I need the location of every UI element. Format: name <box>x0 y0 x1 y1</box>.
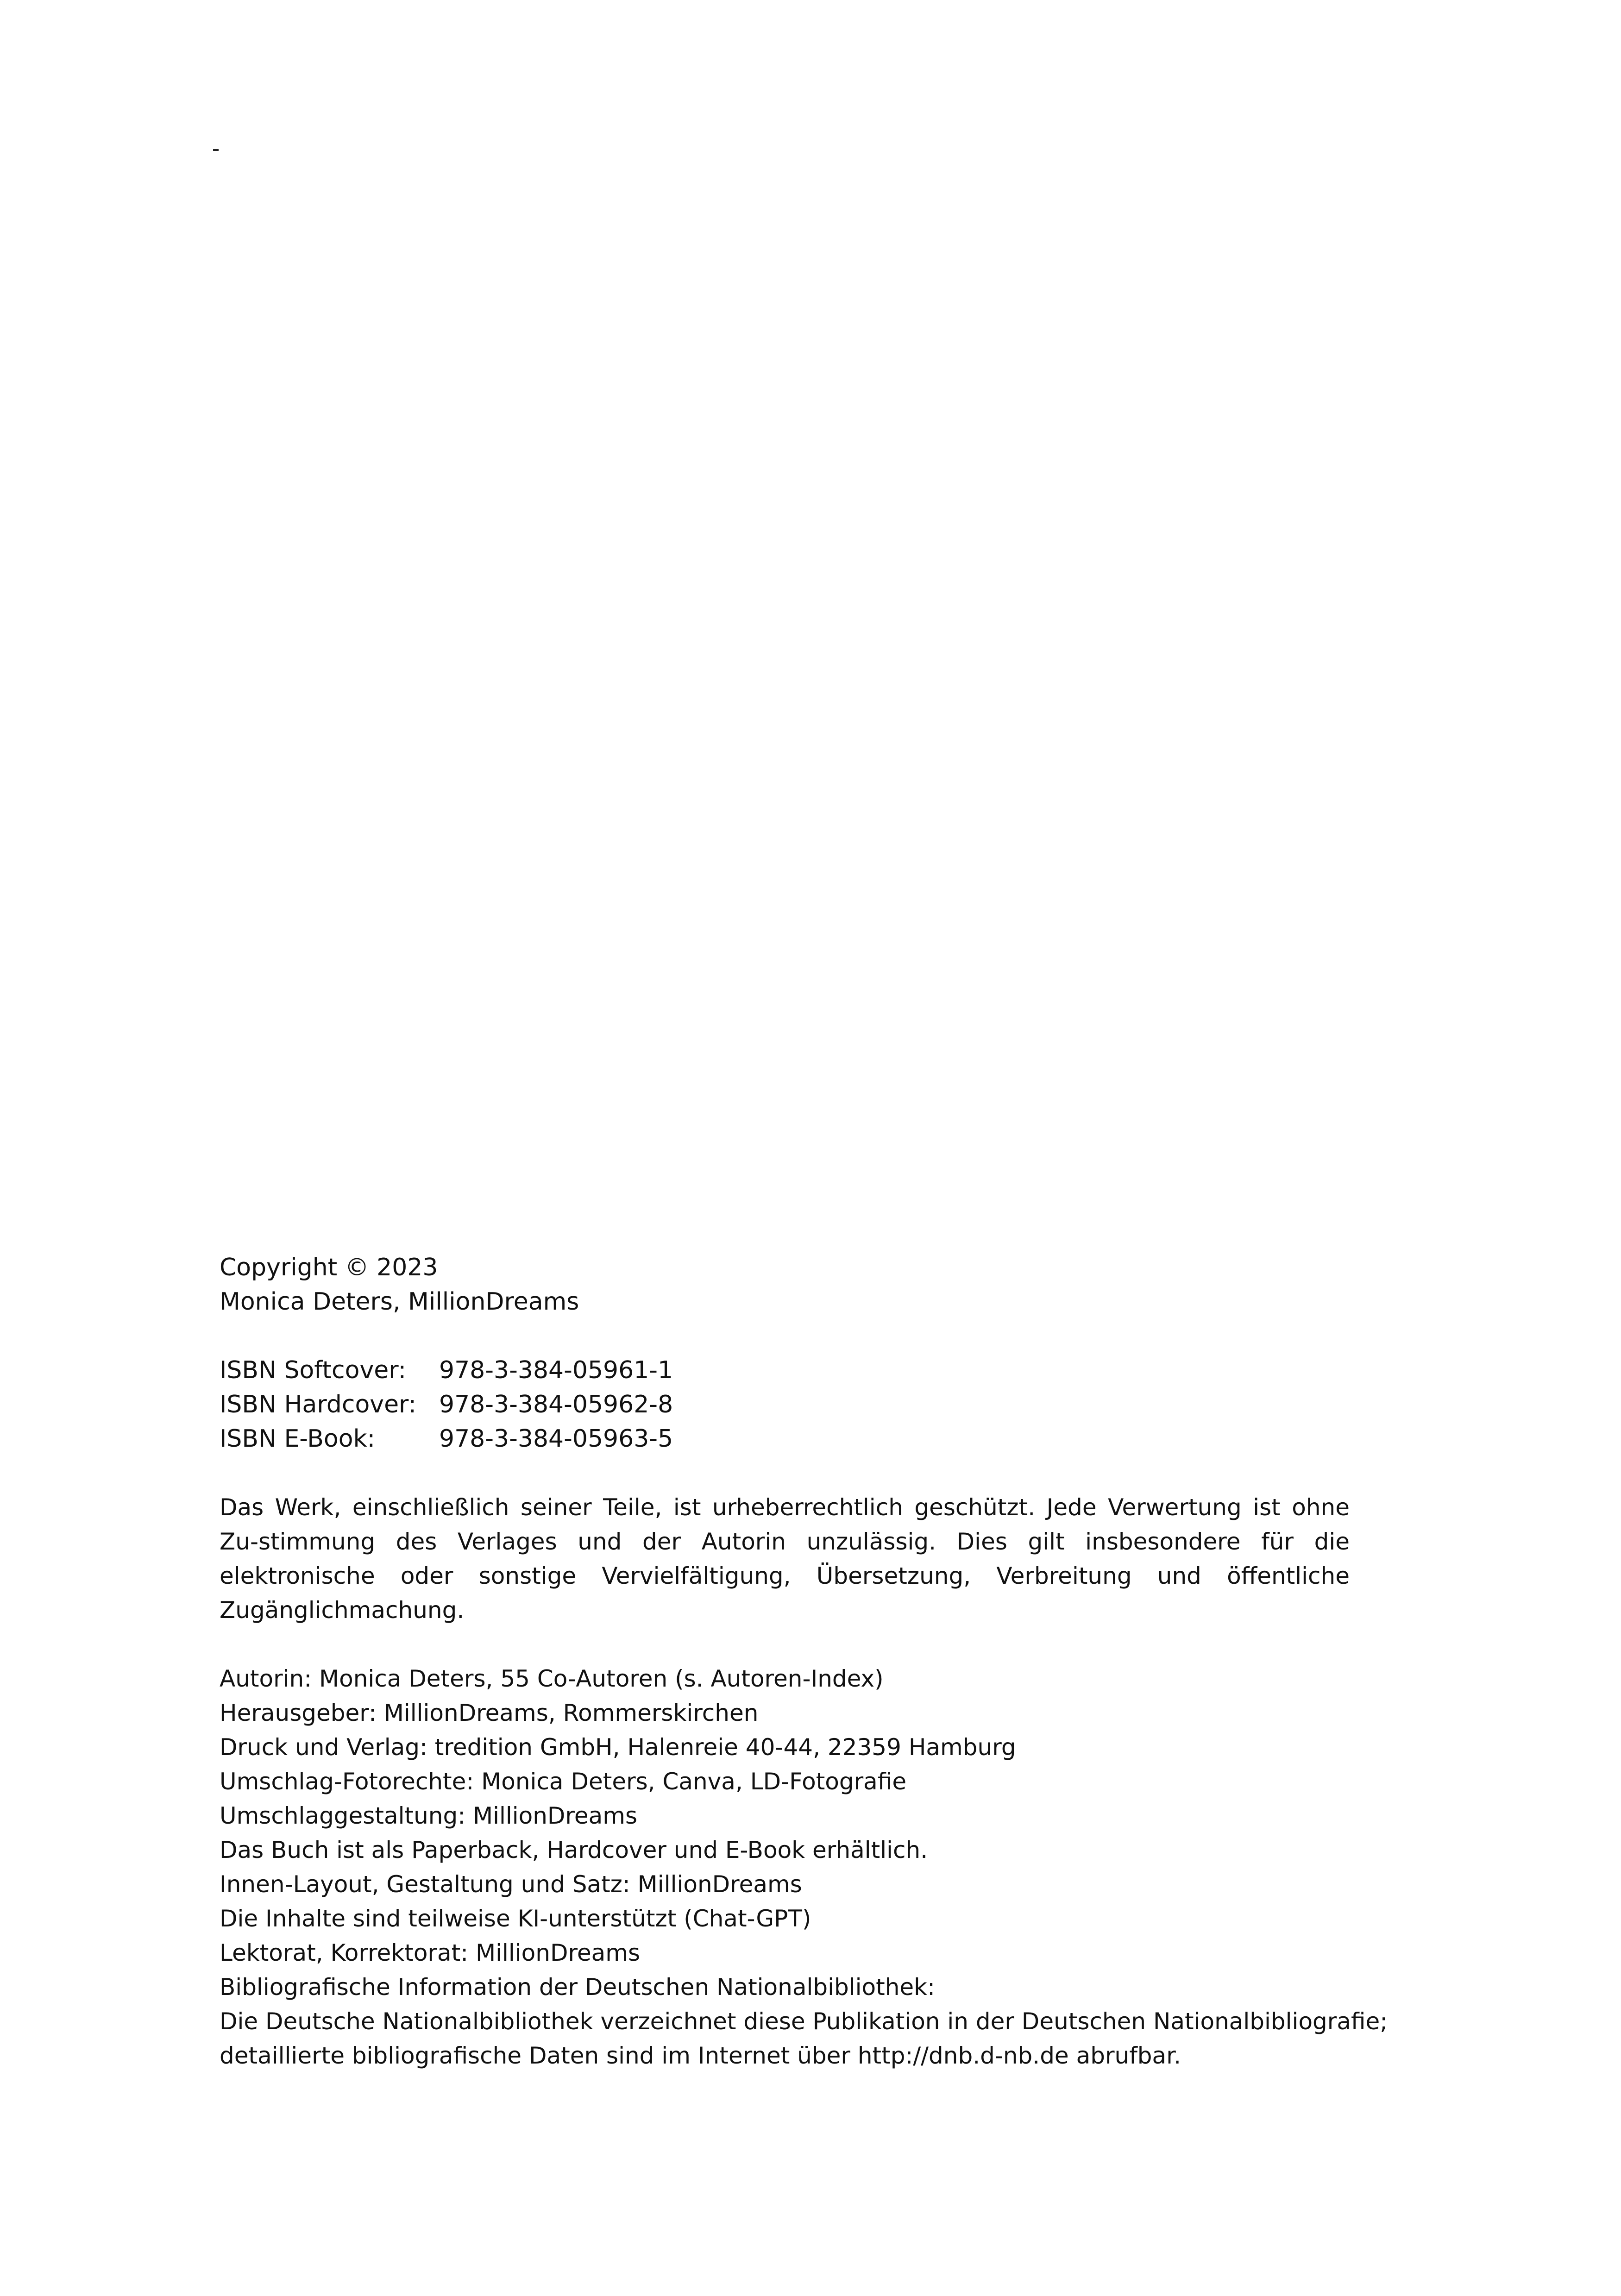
credit-line: Lektorat, Korrektorat: MillionDreams <box>220 1939 641 1966</box>
isbn-softcover-row <box>220 1353 1350 1387</box>
isbn-label: ISBN E-Book: <box>220 1425 376 1453</box>
credit-line: Innen-Layout, Gestaltung und Satz: MillionDreams <box>220 1871 802 1898</box>
isbn-hardcover-row <box>220 1387 1350 1422</box>
isbn-value: 978-3-384-05963-5 <box>439 1425 673 1453</box>
imprint-block <box>220 1250 1388 2073</box>
isbn-label: ISBN Softcover: <box>220 1356 407 1384</box>
credit-line: Die Inhalte sind teilweise KI-unterstützt (Chat-GPT) <box>220 1905 811 1932</box>
credit-line: Umschlaggestaltung: MillionDreams <box>220 1802 638 1829</box>
legal-notice: Das Werk, einschließlich seiner Teile, ist urheberrechtlich geschützt. Jede Verwertung ist ohne Zu-stimmung des Verlages und der Autorin unzulässig. Dies gilt insbesondere für die elektronische oder sonstige Vervielfältigung, Übersetzung, Verbreitung und öffentliche Zugänglichmachung. <box>220 1494 1350 1624</box>
credit-line: Umschlag-Fotorechte: Monica Deters, Canva, LD-Fotografie <box>220 1768 907 1795</box>
spacer <box>220 1319 1350 1353</box>
copyright-line: Copyright © 2023 <box>220 1254 438 1281</box>
corner-mark <box>213 149 219 151</box>
isbn-ebook-row <box>220 1422 1350 1456</box>
credit-line: Herausgeber: MillionDreams, Rommerskirchen <box>220 1700 759 1726</box>
credit-line: Bibliografische Information der Deutschen Nationalbibliothek: <box>220 1974 935 2001</box>
isbn-value: 978-3-384-05961-1 <box>439 1356 673 1384</box>
isbn-value: 978-3-384-05962-8 <box>439 1391 673 1418</box>
credit-line: Autorin: Monica Deters, 55 Co-Autoren (s. Autoren-Index) <box>220 1665 884 1692</box>
spacer <box>220 1627 1350 1662</box>
credit-line: Druck und Verlag: tredition GmbH, Halenreie 40-44, 22359 Hamburg <box>220 1734 1016 1761</box>
credit-line: Das Buch ist als Paperback, Hardcover und E-Book erhältlich. <box>220 1837 928 1863</box>
copyright-holder: Monica Deters, MillionDreams <box>220 1288 579 1316</box>
credit-line: detaillierte bibliografische Daten sind im Internet über http://dnb.d-nb.de abrufbar. <box>220 2042 1181 2069</box>
isbn-label: ISBN Hardcover: <box>220 1391 417 1418</box>
credit-line: Die Deutsche Nationalbibliothek verzeichnet diese Publikation in der Deutschen Nationalbibliografie; <box>220 2008 1388 2035</box>
spacer <box>220 1456 1350 1490</box>
credits-list <box>220 1662 1388 2073</box>
